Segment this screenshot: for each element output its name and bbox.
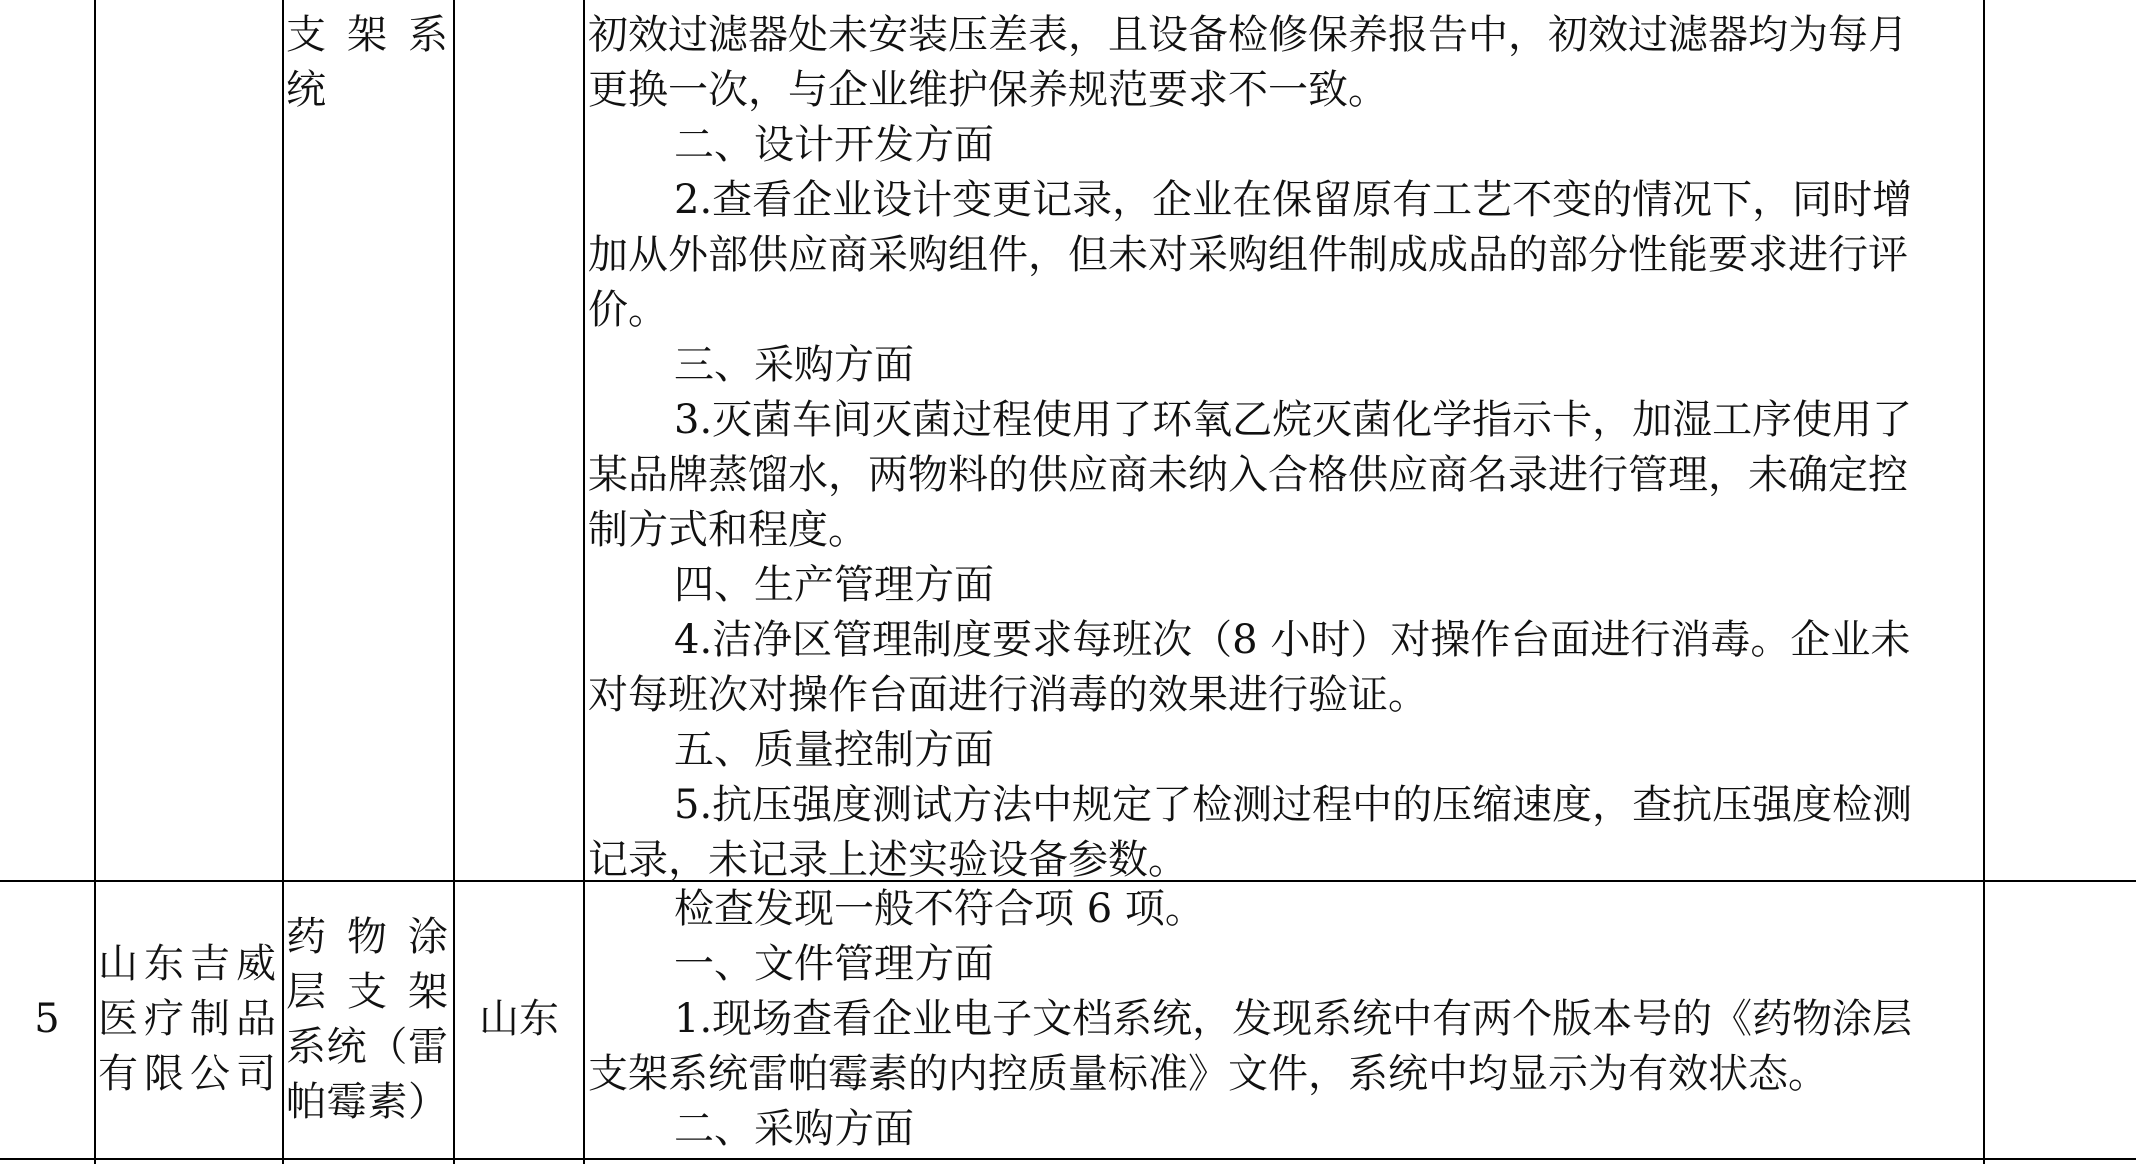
product-name-line: 药 物 涂 — [286, 914, 448, 960]
finding-line: 某品牌蒸馏水，两物料的供应商未纳入合格供应商名录进行管理，未确定控 — [588, 452, 1908, 498]
finding-line: 更换一次，与企业维护保养规范要求不一致。 — [588, 67, 1388, 113]
finding-line: 对每班次对操作台面进行消毒的效果进行验证。 — [588, 672, 1428, 718]
company-name-cell — [98, 937, 276, 1102]
company-name-line: 有限公司 — [98, 1051, 276, 1097]
finding-line: 1.现场查看企业电子文档系统，发现系统中有两个版本号的《药物涂层 — [674, 996, 1913, 1042]
product-name-line: 帕霉素） — [286, 1079, 448, 1125]
product-name-cell — [286, 8, 448, 118]
finding-line: 一、文件管理方面 — [674, 941, 994, 987]
finding-line: 检查发现一般不符合项 6 项。 — [674, 886, 1205, 932]
findings-cell — [588, 8, 1978, 888]
finding-line: 支架系统雷帕霉素的内控质量标准》文件，系统中均显示为有效状态。 — [588, 1051, 1828, 1097]
finding-line: 初效过滤器处未安装压差表，且设备检修保养报告中，初效过滤器均为每月 — [588, 12, 1908, 58]
finding-line: 制方式和程度。 — [588, 507, 868, 553]
finding-line: 2.查看企业设计变更记录，企业在保留原有工艺不变的情况下，同时增 — [674, 177, 1913, 223]
finding-line: 二、设计开发方面 — [674, 122, 994, 168]
product-name-line: 层 支 架 — [286, 969, 448, 1015]
findings-cell — [588, 882, 1978, 1157]
row-index: 5 — [34, 996, 60, 1042]
product-name-cell — [286, 910, 448, 1130]
row-border — [0, 1158, 2136, 1160]
finding-line: 价。 — [588, 287, 668, 333]
finding-line: 三、采购方面 — [674, 342, 914, 388]
finding-line: 记录，未记录上述实验设备参数。 — [588, 837, 1188, 883]
finding-line: 五、质量控制方面 — [674, 727, 994, 773]
region-cell: 山东 — [479, 996, 559, 1042]
product-name-line: 系统（雷 — [286, 1024, 448, 1070]
finding-line: 加从外部供应商采购组件，但未对采购组件制成成品的部分性能要求进行评 — [588, 232, 1908, 278]
finding-line: 3.灭菌车间灭菌过程使用了环氧乙烷灭菌化学指示卡，加湿工序使用了 — [674, 397, 1913, 443]
company-name-line: 医疗制品 — [98, 996, 276, 1042]
table-row — [0, 882, 2136, 1158]
finding-line: 5.抗压强度测试方法中规定了检测过程中的压缩速度，查抗压强度检测 — [674, 782, 1913, 828]
finding-line: 4.洁净区管理制度要求每班次（8 小时）对操作台面进行消毒。企业未 — [674, 617, 1911, 663]
finding-line: 四、生产管理方面 — [674, 562, 994, 608]
finding-line: 二、采购方面 — [674, 1106, 914, 1152]
product-name-line: 支 架 系 — [286, 12, 448, 58]
product-name-line: 统 — [286, 67, 326, 113]
company-name-line: 山东吉威 — [98, 941, 276, 987]
